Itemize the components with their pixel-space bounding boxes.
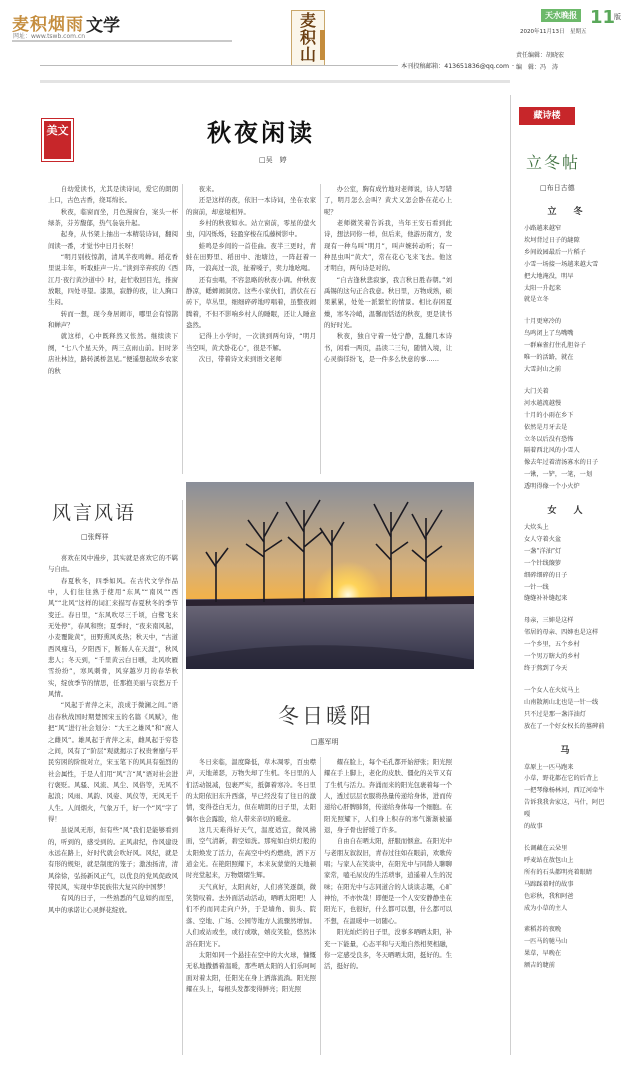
article-column bbox=[48, 184, 178, 377]
paragraph: 喜欢在风中漫步，其实就是喜欢它的不羁与自由。 bbox=[48, 554, 178, 574]
page-number: 11 bbox=[590, 7, 616, 28]
paragraph: 还有虫唱，不容忽略的秋夜小调。仲秋夜静凉，蟋蟀闹洞房。这些小家伙们，潜伏在石砖下，草丛里，细细碎碎地哼唱着，虽整夜闹腾着，不但不影响乡村人的睡眠，还让人睡意盎然。 bbox=[186, 275, 316, 330]
paragraph: 阳光灿烂的日子里，没事多晒晒太阳，补充一下能量，心态平和与天地自然相契相融，你一定感受良多，冬天晒晒太阳，挺好的。生活，挺好的。 bbox=[324, 928, 452, 971]
paragraph: 秋夜，独自守着一处宁静，乱翻几本诗书，闲看一两页，品读二三句，随情入境，让心灵徜徉纷飞，是一件多么快意的事…… bbox=[324, 332, 452, 364]
paragraph: 转而一想，现今身居闹市，哪里会有惊鹊和蝉声？ bbox=[48, 309, 178, 330]
paragraph: “明月别枝惊鹊，清风半夜鸣蝉。稻花香里说丰年，听取蛙声一片。”读到辛弃疾的《西江月·夜行黄沙道中》时，赶忙收回目光，推窗放眼，四处寻望。漆黑，寂静的夜，让人胸口生闷。 bbox=[48, 253, 178, 307]
paragraph: 就这样，心中既释然又怅然。继续读下阕，“七八个星天外，两三点雨山前。旧时茅店社林边，路转溪桥忽见。”便遥想起故乡农家的秋 bbox=[48, 332, 178, 375]
paragraph: 虽说风无形，但有些“风”我们是能够看到的，听到的，感受到的。正风肃纪，作风建设永远在路上，好时代就会吹好风。风纪，就是有形的规矩，就是制度的笼子；激浊扬清，清风徐徐，弘扬新风正气，以优良的党风促政风带民风，实现中华民族伟大复兴的中国梦！ bbox=[48, 826, 178, 891]
poem-line: 山南散割山北也是一针一线 bbox=[524, 698, 599, 706]
poem-line: 一针一线 bbox=[524, 583, 549, 591]
poem-line: 色彩秋，我和阿爸 bbox=[524, 892, 574, 900]
poem-line: 马蹄踩着时的故事 bbox=[524, 880, 574, 888]
poem-line: 一把琴像杨林河，西辽河牵牛 bbox=[524, 787, 605, 795]
column-rule bbox=[320, 184, 321, 474]
poem-line: 的故事 bbox=[524, 823, 543, 831]
poem-line: 隔着西北风的小雪人 bbox=[524, 447, 580, 455]
poem-section-heading: 立 冬 bbox=[547, 207, 587, 217]
top-divider bbox=[40, 80, 510, 83]
poem-line: 依然是月牙去是 bbox=[524, 423, 568, 431]
poem-line: 鸟鸣闭上了鸟嘴嘴 bbox=[524, 330, 574, 338]
poem-stanza bbox=[524, 316, 610, 376]
paragraph: 乡村的秋夜如水。站立窗前，零星的萤火虫，闪闪烁烁，轻盈穿梭在瓜藤树影中。 bbox=[186, 219, 316, 239]
poem-title: 立冬帖 bbox=[526, 153, 581, 172]
paragraph: “自古逢秋悲寂寥，我言秋日胜春朝。”刘禹锡的这句正合我意。秋日里，万物成熟，硕果累累，处处一派繁忙的情景。相比春困夏燥，寒冬冷峭，温馨而恬适的秋夜，更是读书的好时光。 bbox=[324, 275, 452, 330]
paragraph: 太阳如同一个悬挂在空中的大火球，慷慨无私地撒播着温暖，那些晒太阳的人们乐呵呵面对着太阳，任阳光在身上洒落流淌。阳光照耀在头上，每根头发都变得鲜亮；阳光照 bbox=[186, 950, 316, 993]
poem-line: 额吉的睫前 bbox=[524, 962, 555, 970]
paragraph: 这几天难得好天气，温度适宜，微风拂面，空气清新，碧空如洗。那宛如白炽灯般的太阳焕发了活力，在高空中灼灼燃烧，洒下万道金光。在艳阳照耀下，本来灰蒙蒙的天地顿时亮堂起来，万物熠熠生辉。 bbox=[186, 826, 316, 880]
poem-line: 放在了一个好女权长的墓碑前 bbox=[524, 722, 605, 730]
masthead-title: 麦积山 bbox=[299, 11, 316, 64]
poem-line: 草原上一匹马跑来 bbox=[524, 763, 574, 771]
poem-line: 把大地淹没，明早 bbox=[524, 272, 574, 280]
masthead-stripe bbox=[320, 30, 325, 60]
article-title-qiuye: 秋夜闲读 bbox=[207, 118, 315, 147]
editor: 编 辑：冯 涛 bbox=[516, 64, 559, 71]
editor-in-charge: 责任编辑：胡晓宏 bbox=[516, 52, 565, 59]
poem-stanza bbox=[524, 843, 610, 914]
paragraph: 次日，带着诗文来到语文老师 bbox=[198, 355, 282, 364]
poem-line: 邻居的母亲、四婶也是这样 bbox=[524, 629, 599, 637]
paragraph: 蛙鸣是乡间的一首佳曲。夜半三更时，青蛙在田野里、稻田中、池塘边，一阵赶着一阵，一浪高过一浪，扯着嗓子，卖力地吆喝。 bbox=[186, 241, 316, 273]
paragraph: 春夏秋冬，四季如风。在古代文学作品中，人们往往熟于使用“东风”“南风”“西风”“北风”这样的词汇来描写春夏秋冬的季节变迁。春日里，“东风吹尽三千顷，白鹭飞来无处停”，春风和煦；夏季时，“夜来南风起，小麦覆陇黄”，田野熏风炙热；秋天中，“古道西风瘦马，夕阳西下，断肠人在天涯”，秋风悲人；冬天到，“千里黄云白日曛，北风吹雁雪纷纷”，寒风刺骨，风穿越岁月的春华秋实，绽放季节的情思，任那抱美丽与哀愁万千风情。 bbox=[48, 576, 178, 699]
paragraph: 记得上小学时，一次读到两句诗，“明月当空叫，黄犬卧花心”，很是不解。 bbox=[186, 332, 316, 352]
poem-stanza bbox=[524, 386, 610, 493]
poem-stanza bbox=[524, 522, 610, 605]
poem-line: 长调藏在云朵里 bbox=[524, 844, 568, 852]
paragraph: 还是这样的夜，依旧一本诗词，坐在农家的窗前，却意境相异。 bbox=[186, 196, 316, 216]
meiwen-label: 美文 bbox=[44, 121, 71, 159]
submission-mailbox: 本刊投稿邮箱：413651836@qq.com bbox=[398, 61, 512, 70]
poem-stanza bbox=[524, 615, 610, 675]
site-url: 网址：www.tswb.com.cn bbox=[13, 33, 86, 40]
poem-line: 透明得像一个小火炉 bbox=[524, 483, 580, 491]
poem-line: 就是立冬 bbox=[524, 296, 549, 304]
cangshulou-badge: 藏诗楼 bbox=[519, 107, 575, 125]
poem-line: 十月更寒冷的 bbox=[524, 318, 562, 326]
poem-line: 像去年过着清汤寡水的日子 bbox=[524, 459, 599, 467]
poem-line: 太阳一升起来 bbox=[524, 284, 562, 292]
poem-stanza bbox=[524, 924, 610, 972]
page-suffix: 版 bbox=[614, 13, 621, 21]
poem-stanza bbox=[524, 762, 610, 833]
poem-section-heading: 马 bbox=[560, 745, 574, 756]
poem-line: 终于熬到了今天 bbox=[524, 665, 568, 672]
poem-line: 所有的石头都明亮着眼睛 bbox=[524, 868, 593, 876]
poem-line: 成为小草的主人 bbox=[524, 904, 568, 912]
poem-line: 唯一的活路，就在 bbox=[524, 354, 574, 362]
article-column bbox=[324, 757, 452, 973]
poem-line: 大炊头上 bbox=[524, 524, 549, 532]
poem-line: 一个针线簸箩 bbox=[524, 559, 562, 567]
article-author-fengyan: □张辉祥 bbox=[81, 533, 109, 541]
poem-line: 一匹马的驰马山 bbox=[524, 938, 568, 946]
poem-line: 一个男万瞎大的乡村 bbox=[524, 653, 580, 661]
poem-line: 只不过是那一盏洋油灯 bbox=[524, 710, 586, 718]
poem-line: 十月的小雨在乡下 bbox=[524, 411, 574, 419]
column-rule bbox=[510, 95, 511, 1055]
poem-line: 小草，野花都在它的后背上 bbox=[524, 775, 599, 783]
poem-line: 缝缝补补缝起来 bbox=[524, 595, 568, 603]
poem-line: 河水越流越慢 bbox=[524, 399, 562, 407]
issue-date: 2020年11月13日 星期五 bbox=[520, 29, 587, 35]
paragraph: 办公室，胸有成竹地对老师说，诗人写错了，明月怎么会叫？黄犬又怎会卧在花心上呢？ bbox=[324, 185, 452, 216]
paper-name: 天水晚报 bbox=[541, 9, 581, 22]
poem-line: 大门关着 bbox=[524, 387, 549, 395]
paragraph: 有风的日子，一些熟悉的气息如约而至，风中的承诺让心灵鲜花绽放。 bbox=[48, 894, 178, 914]
poem-stanza bbox=[524, 685, 610, 733]
poem-line: 果草，早晚在 bbox=[524, 950, 562, 958]
article-title-fengyan: 风言风语 bbox=[52, 502, 137, 524]
poem-line: 一盏“洋油”灯 bbox=[524, 547, 562, 555]
section-title: 文学 bbox=[86, 16, 120, 36]
poem-line: 一个女人在火炕马上 bbox=[524, 686, 580, 694]
article-author-qiuye: □吴 婷 bbox=[259, 156, 287, 164]
poem-line: 坎坷背过日子的縫隙 bbox=[524, 236, 580, 244]
column-rule bbox=[320, 757, 321, 1055]
paragraph: “风起于青萍之末，浪成于微澜之间。”语出春秋战国时期楚国宋玉的名篇《风赋》，他把“风”进行社会划分：“大王之雄风”和“庶人之雌风”。雄风起于青萍之末，雌风起于穷巷之间，风有了“阶层”观就揭示了权贵奢靡与平民穷困的阶级对立，宋玉笔下的风具有强烈的社会属性，于是人们用“风”言“风”语对社会进行褒贬。风骚、风流、风尘、风俗等，无风不起浪；风雨、风韵、风姿、风仪等，无风无千人生。人间烟火，气象万千，好一个“风”字了得！ bbox=[48, 701, 178, 823]
paragraph: 自幼爱读书，尤其是读诗词，爱它的朗朗上口，古色古香，绕耳绵长。 bbox=[48, 185, 178, 205]
paragraph: 起身，从书架上抽出一本精装诗词，翻阅间读一番，才觉书中日月长呀！ bbox=[48, 230, 178, 250]
poem-line: 女人守着火盆 bbox=[524, 535, 562, 543]
article-column bbox=[324, 184, 452, 366]
article-column bbox=[186, 757, 316, 995]
poem-author: □布日古德 bbox=[540, 184, 575, 192]
poem-line: 素稻苏的夜晚 bbox=[524, 926, 562, 934]
brand-logo: 麦积烟雨 bbox=[12, 15, 84, 35]
poem-line: 细碎细碎的日子 bbox=[524, 571, 568, 579]
paragraph: 天气真好，太阳真好，人们喜笑逐颜，微笑赞叹着。去外面活动活动，晒晒太阳吧！人们不约而同走向户外，于是墙角、街头、院落、空地、广场、公园等地方人流骤然增加。人们或站或坐，或行或歇，嬉皮笑脸，悠然沐浴在阳光下。 bbox=[186, 882, 316, 948]
sunset-photo bbox=[186, 482, 474, 669]
poem-line: 告诉我我舍家这，马什，阿巴嘎 bbox=[524, 799, 605, 819]
paragraph: 自由自在晒太阳，舒服而惬意。在阳光中与老朋友叙叙旧，青春过往如在眼前，欢歌传唱；与家人在笑谈中，在阳光中与同龄人聊聊家常，嗑毛尿皮的生活琐事，逍遥着人生的况味；在阳光中与志同道合的人谈谈志趣，心旷神怡，不亦快哉！即便是一个人安安静静坐在阳光下，也很好，什么都可以想，什么都可以不想，在温暖中一切随心。 bbox=[324, 837, 452, 925]
poem-line: 一个乡里，五个乡村 bbox=[524, 641, 580, 649]
poem-body bbox=[524, 204, 610, 982]
poem-line: 立冬以后没有恐怖 bbox=[524, 435, 574, 443]
paragraph: 老师微笑着告诉我，当年王安石看到此诗，想法同你一样，但后来，他游历南方，发现有一种鸟叫“明月”，叫声婉转动听；有一种昆虫叫“黄犬”，常在花心飞来飞去。他这才明白，两句诗是对的。 bbox=[324, 219, 452, 273]
poem-line: 呼麦站在敖包山上 bbox=[524, 856, 574, 864]
article-column bbox=[48, 553, 178, 916]
poem-line: 小路越来越窄 bbox=[524, 225, 562, 232]
paragraph: 秋夜，临窗而坐，月色漫窗台，案头一杯绿茶，芬芳馥郁，热气袅袅升起。 bbox=[48, 207, 178, 228]
paragraph: 冬日来临，温度降低，草木凋零，百虫噤声，天地萧瑟，万物失却了生机。冬日里的人们活动锐减，包裹严实，抵御着寒冷。冬日里的太阳依旧东升西落，早已经没有了往日的激情，变得苍白无力，但在晴朗的日子里，太阳偶尔也会露脸，给人带来亲切的暖意。 bbox=[186, 758, 316, 823]
poem-line: 母亲，三婶是这样 bbox=[524, 617, 574, 625]
poem-stanza bbox=[524, 223, 610, 306]
column-rule bbox=[182, 500, 183, 1055]
article-title-dongri: 冬日暖阳 bbox=[278, 704, 374, 728]
poem-line: 一群麻雀打住孔胆谷子 bbox=[524, 342, 586, 350]
poem-line: 一锹，一铲，一笔，一划 bbox=[524, 471, 593, 479]
column-rule bbox=[182, 184, 183, 474]
article-column bbox=[186, 184, 316, 366]
poem-line: 大雪封山之前 bbox=[524, 365, 562, 373]
header-rule bbox=[12, 40, 232, 42]
article-author-dongri: □惠军明 bbox=[311, 738, 339, 746]
paragraph: 夜来。 bbox=[198, 185, 218, 193]
poem-line: 小雪一场接一场越来越大雪 bbox=[524, 260, 599, 268]
paragraph: 耀在脸上，每个毛孔都开始舒张；阳光照耀在手上脚上，老化的皮肤、僵化的关节又有了生机与活力。奔涌而来的阳光包裹着每一个人，透过层层衣服将热量传递给身体，进而传递给心肝脾肺肾，传递给身体每一个细胞。在阳光照耀下，人们身上积存的寒气渐渐被逼退，身子骨也舒缓了许多。 bbox=[324, 758, 452, 835]
poem-section-heading: 女 人 bbox=[547, 506, 587, 517]
poem-line: 乡间故园最后一片稻子 bbox=[524, 248, 586, 256]
